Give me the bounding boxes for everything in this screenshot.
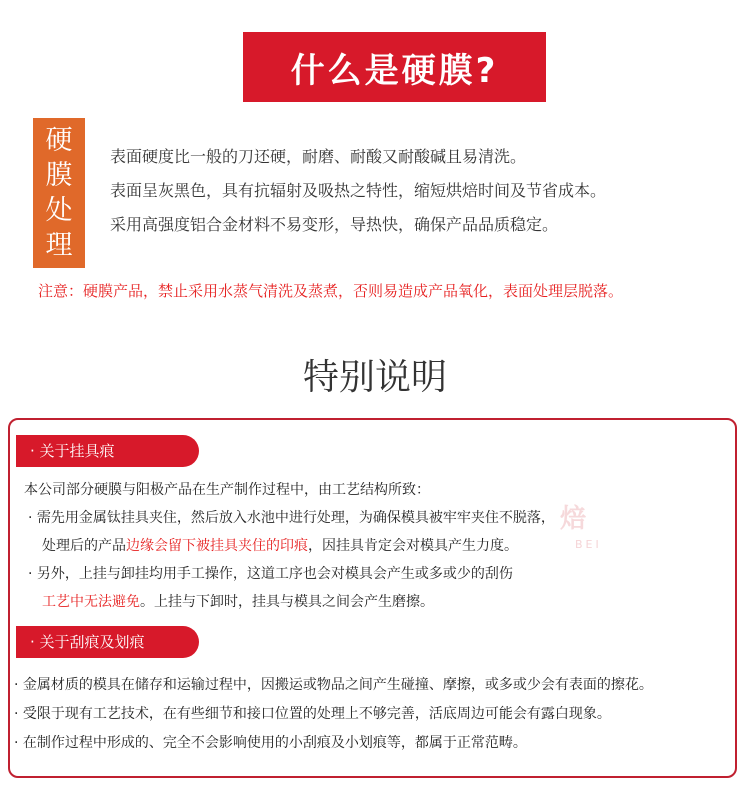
scratches-item: · 受限于现有工艺技术，在有些细节和接口位置的处理上不够完善，活底周边可能会有露白现象。 (14, 706, 611, 722)
hard-film-treatment-tag (33, 118, 85, 268)
page-title-banner (243, 32, 546, 102)
hang-marks-bullet-continued (42, 535, 518, 557)
description-line: 表面硬度比一般的刀还硬，耐磨、耐酸又耐酸碱且易清洗。 (110, 147, 527, 166)
side-tag-char: 膜 (45, 160, 73, 191)
scratches-item: · 金属材质的模具在储存和运输过程中，因搬运或物品之间产生碰撞、摩擦，或多或少会有表面的擦花。 (14, 677, 653, 693)
warning-notice: 注意：硬膜产品，禁止采用水蒸气清洗及蒸煮，否则易造成产品氧化，表面处理层脱落。 (38, 282, 624, 300)
hang-marks-bullet: · 需先用金属钛挂具夹住，然后放入水池中进行处理，为确保模具被牢牢夹住不脱落， (28, 510, 555, 526)
hang-marks-bullet-continued (42, 591, 434, 613)
text-segment: 。上挂与下卸时，挂具与模具之间会产生磨擦。 (140, 594, 434, 610)
side-tag-char: 理 (45, 230, 73, 261)
text-segment: 处理后的产品 (42, 538, 126, 554)
highlight-text: 工艺中无法避免 (42, 594, 140, 610)
hang-marks-heading: · 关于挂具痕 (16, 435, 199, 467)
side-tag-char: 硬 (45, 125, 73, 156)
page-title: 什么是硬膜? (290, 50, 499, 91)
side-tag-char: 处 (45, 195, 73, 226)
scratches-heading: · 关于刮痕及划痕 (16, 626, 199, 658)
text-segment: ，因挂具肯定会对模具产生力度。 (308, 538, 518, 554)
special-notes-title: 特别说明 (302, 357, 447, 398)
description-line: 采用高强度铝合金材料不易变形，导热快，确保产品品质稳定。 (110, 215, 559, 234)
highlight-text: 边缘会留下被挂具夹住的印痕 (126, 538, 308, 554)
hard-film-description (110, 140, 606, 242)
description-line: 表面呈灰黑色，具有抗辐射及吸热之特性，缩短烘焙时间及节省成本。 (110, 181, 607, 200)
watermark-logo-sub: BEI (575, 538, 602, 551)
hang-marks-intro: 本公司部分硬膜与阳极产品在生产制作过程中，由工艺结构所致： (24, 482, 430, 498)
scratches-item: · 在制作过程中形成的、完全不会影响使用的小刮痕及小划痕等，都属于正常范畴。 (14, 735, 527, 751)
watermark-logo: 焙 (560, 504, 587, 534)
hang-marks-bullet: · 另外，上挂与卸挂均用手工操作，这道工序也会对模具会产生或多或少的刮伤 (28, 566, 513, 582)
